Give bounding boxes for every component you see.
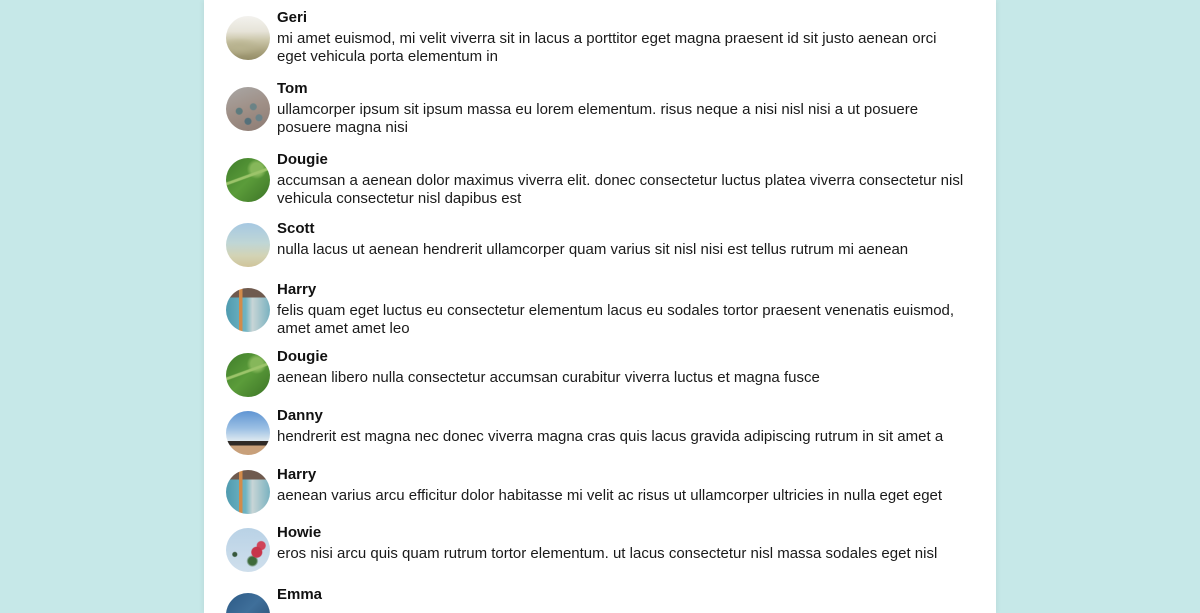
message-text: accumsan a aenean dolor maximus viverra elit. donec consectetur luctus platea viverra consectetur nisl vehicula consectetur nisl dapibus est <box>277 172 964 207</box>
sender-name: Howie <box>277 524 322 541</box>
message-item[interactable] <box>226 9 974 65</box>
avatar[interactable] <box>226 158 270 202</box>
message-text: mi amet euismod, mi velit viverra sit in lacus a porttitor eget magna praesent id sit justo aenean orci eget vehicula porta elementum in <box>277 30 937 65</box>
message-content <box>277 466 974 505</box>
message-content <box>277 80 974 136</box>
message-content <box>277 151 974 207</box>
message-content <box>277 220 974 259</box>
message-item[interactable] <box>226 524 974 572</box>
message-item[interactable] <box>226 466 974 514</box>
avatar[interactable] <box>226 528 270 572</box>
avatar[interactable] <box>226 223 270 267</box>
message-content <box>277 524 974 563</box>
avatar[interactable] <box>226 353 270 397</box>
message-content <box>277 348 974 387</box>
message-text: hendrerit est magna nec donec viverra magna cras quis lacus gravida adipiscing rutrum in sit amet a <box>277 428 944 445</box>
sender-name: Harry <box>277 466 317 483</box>
avatar[interactable] <box>226 470 270 514</box>
sender-name: Danny <box>277 407 323 424</box>
message-text: felis quam eget luctus eu consectetur elementum lacus eu sodales tortor praesent venenatis euismod, amet amet amet leo <box>277 302 955 337</box>
message-text: aenean libero nulla consectetur accumsan curabitur viverra luctus et magna fusce <box>277 369 820 386</box>
avatar[interactable] <box>226 16 270 60</box>
sender-name: Dougie <box>277 348 328 365</box>
avatar[interactable] <box>226 411 270 455</box>
sender-name: Geri <box>277 9 308 26</box>
message-item[interactable] <box>226 220 974 267</box>
message-item[interactable] <box>226 80 974 136</box>
message-content <box>277 586 974 607</box>
avatar[interactable] <box>226 593 270 613</box>
message-text: nulla lacus ut aenean hendrerit ullamcorper quam varius sit nisl nisi est tellus rutrum mi aenean <box>277 241 909 258</box>
avatar[interactable] <box>226 288 270 332</box>
message-text: ullamcorper ipsum sit ipsum massa eu lorem elementum. risus neque a nisi nisl nisi a ut posuere posuere magna nisi <box>277 101 919 136</box>
message-list-card <box>204 0 996 613</box>
message-text: aenean varius arcu efficitur dolor habitasse mi velit ac risus ut ullamcorper ultricies in nulla eget eget <box>277 487 943 504</box>
message-content <box>277 281 974 337</box>
sender-name: Dougie <box>277 151 328 168</box>
avatar[interactable] <box>226 87 270 131</box>
message-item[interactable] <box>226 407 974 455</box>
message-content <box>277 9 974 65</box>
message-item[interactable] <box>226 151 974 207</box>
sender-name: Tom <box>277 80 308 97</box>
message-item[interactable] <box>226 348 974 397</box>
message-item[interactable] <box>226 586 974 613</box>
message-item[interactable] <box>226 281 974 337</box>
sender-name: Emma <box>277 586 323 603</box>
message-text: eros nisi arcu quis quam rutrum tortor elementum. ut lacus consectetur nisl massa sodales eget nisl <box>277 545 938 562</box>
sender-name: Harry <box>277 281 317 298</box>
message-content <box>277 407 974 446</box>
sender-name: Scott <box>277 220 315 237</box>
